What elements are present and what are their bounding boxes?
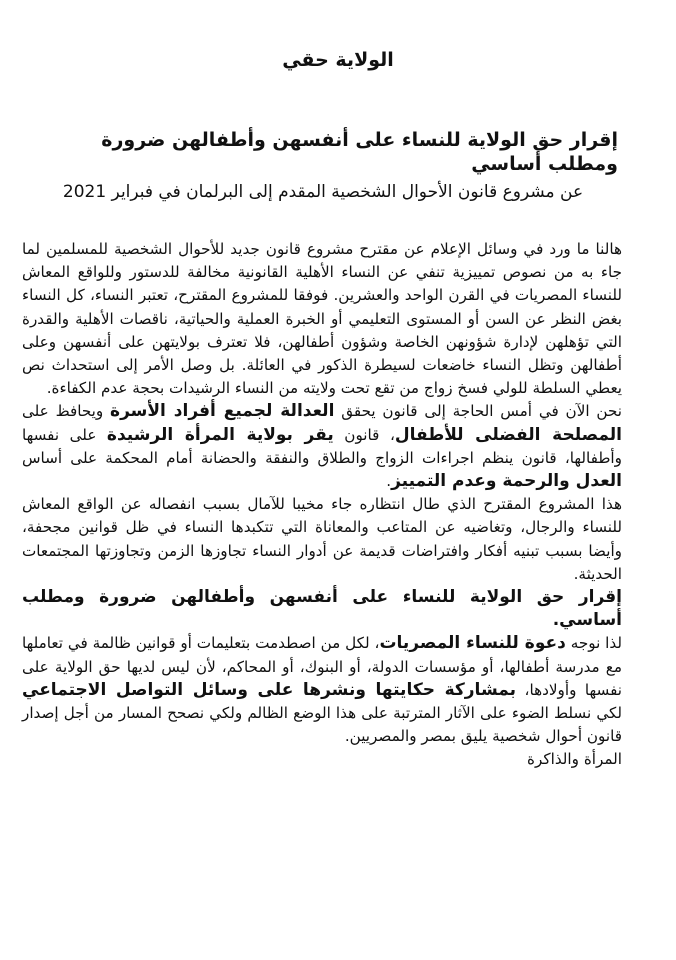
- paragraph-2-bold-1: العدالة لجميع أفراد الأسرة: [110, 401, 335, 422]
- paragraph-2-text-1: نحن الآن في أمس الحاجة إلى قانون يحقق: [334, 402, 622, 421]
- paragraph-4-headline: إقرار حق الولاية للنساء على أنفسهن وأطفالهن ضرورة ومطلب أساسي.: [22, 587, 622, 631]
- paragraph-5-bold-2: بمشاركة حكايتها ونشرها على وسائل التواصل الاجتماعي: [22, 679, 517, 700]
- paragraph-5-bold-1: دعوة للنساء المصريات: [379, 633, 566, 654]
- paragraph-1: هالنا ما ورد في وسائل الإعلام عن مقترح مشروع قانون جديد للأحوال الشخصية للمسلمين لما جاء به من نصوص تمييزية تنفي عن النساء الأهلية القانونية مخالفة للدستور وللواقع المعاش للنساء المصريات في القرن الواحد والعشرين. فوفقا للمشروع المقترح، تعتبر النساء، كل النساء بغض النظر عن السن أو المستوى التعليمي أو الخبرة العملية والحياتية، ناقصات الأهلية والقدرة التي تؤهلهن لإدارة شؤونهن الخاصة وشؤون أطفالهن، فلا تعترف بولايتهن على أنفسهن وعلى أطفالهن وتظل النساء خاضعات لسيطرة الذكور في العائلة. بل وصل الأمر إلى استحداث نص يعطي السلطة للولي فسخ زواج من تقع تحت ولايته من النساء الرشيدات بحجة عدم الكفاءة.: [22, 240, 622, 398]
- paragraph-5: [22, 632, 622, 748]
- paragraph-2-text-2: ويحافظ على: [22, 402, 111, 421]
- document-body: [22, 238, 622, 772]
- document-title: الولاية حقي: [282, 49, 394, 71]
- paragraph-3: هذا المشروع المقترح الذي طال انتظاره جاء مخيبا للآمال بسبب انفصاله عن الواقع المعاش للنساء والرجال، وتغاضيه عن المتاعب والمعاناة التي تتكبدها النساء في ظل قوانين مجحفة، وأيضا بسبب تبنيه أفكار وافتراضات قديمة عن أدوار النساء تجاوزها الزمن وتجاوزتها المجتمعات الحديثة.: [22, 495, 622, 583]
- signature: المرأة والذاكرة: [527, 750, 622, 769]
- paragraph-5-text-1: لذا نوجه: [565, 634, 622, 653]
- paragraph-2: [22, 400, 622, 493]
- paragraph-2-text-5: .: [386, 472, 392, 491]
- paragraph-2-text-3: ، قانون: [333, 425, 395, 444]
- paragraph-5-text-3: لكي نسلط الضوء على الآثار المترتبة على هذا الوضع الظالم ولكي نصحح المسار من أجل إصدار قانون أحوال شخصية يليق بمصر والمصريين.: [22, 704, 622, 746]
- paragraph-2-bold-3: يقر بولاية المرأة الرشيدة: [106, 424, 334, 445]
- document-subheadline: عن مشروع قانون الأحوال الشخصية المقدم إلى البرلمان في فبراير 2021: [62, 182, 584, 202]
- document-headline: إقرار حق الولاية للنساء على أنفسهن وأطفالهن ضرورة ومطلب أساسي: [101, 129, 618, 175]
- paragraph-5-text-2: ، لكل من اصطدمت بتعليمات أو قوانين ظالمة في تعاملها مع مدرسة أطفالها، أو مؤسسات الدولة، أو البنوك، أو المحاكم، لأن ليس لديها حق الولاية على نفسها وأولادها،: [22, 634, 623, 699]
- paragraph-2-bold-2: المصلحة الفضلى للأطفال: [394, 424, 622, 445]
- paragraph-2-bold-4: العدل والرحمة وعدم التمييز: [391, 471, 622, 492]
- paragraph-2-text-4: على نفسها وأطفالها، قانون ينظم اجراءات الزواج والطلاق والنفقة والحضانة أمام المحكمة على أساس: [22, 425, 622, 467]
